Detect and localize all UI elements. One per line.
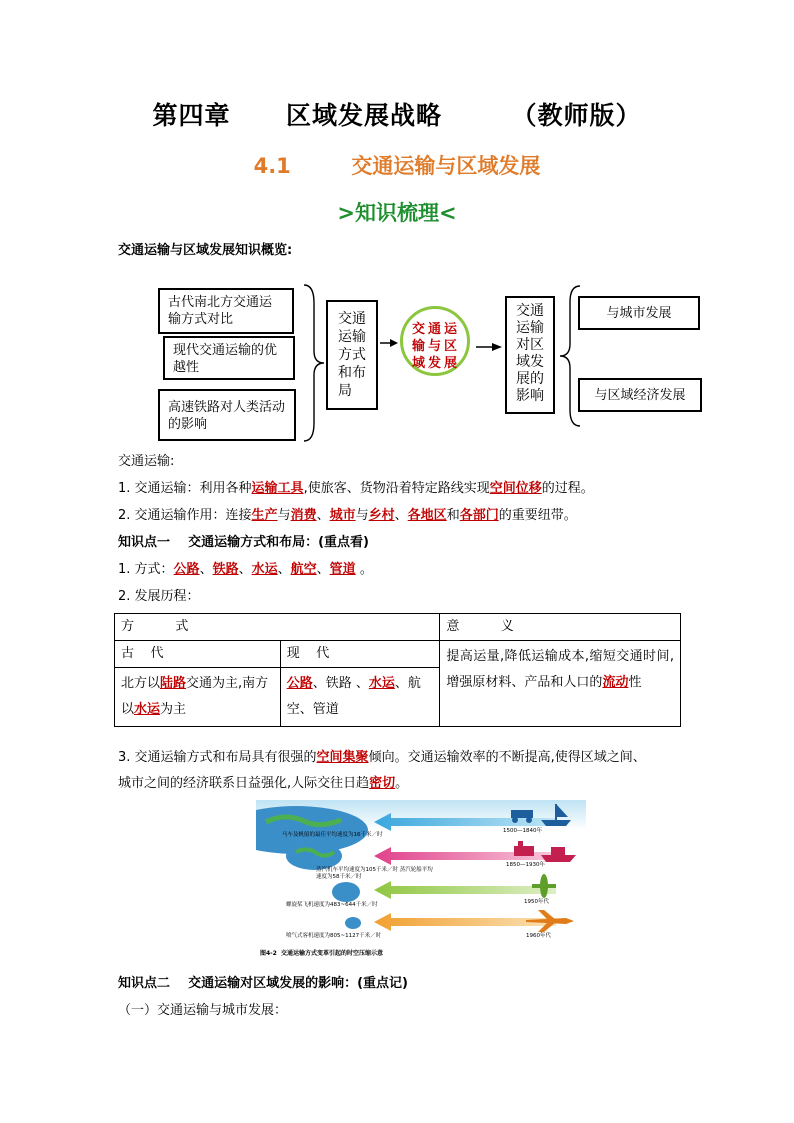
- text: 3. 交通运输方式和布局具有很强的: [118, 750, 317, 765]
- text: 、: [277, 562, 291, 577]
- keyword: 乡村: [368, 508, 395, 523]
- jet-plane-icon: [526, 910, 574, 932]
- globe-icon: [332, 882, 360, 902]
- text: 、: [316, 562, 330, 577]
- figure-row-label: 蒸汽机车平均速度为105千米／时 蒸汽轮船平均速度为58千米／时: [316, 867, 433, 880]
- text: 、: [199, 562, 213, 577]
- diagram-left-item: 高速铁路对人类活动的影响: [158, 389, 296, 441]
- text: 与: [355, 508, 369, 523]
- text: 交通为主,南方以: [121, 676, 269, 717]
- keyword: 运输工具: [251, 481, 304, 496]
- text: 。: [395, 776, 409, 791]
- page-title: [0, 96, 794, 132]
- knowledge-sort-heading: >知识梳理<: [337, 201, 457, 225]
- text: 2. 交通运输作用：连接: [118, 508, 252, 523]
- section-heading: [0, 150, 794, 180]
- chapter-number: 第四章: [152, 101, 231, 130]
- globe-icon: [345, 917, 361, 929]
- text: 提高运量,降低运输成本,缩短交通时间,增强原材料、产品和人口的: [446, 649, 674, 690]
- keyword: 陆路: [160, 676, 187, 691]
- text: 北方以: [121, 676, 161, 691]
- table-modern-cell: [280, 668, 440, 727]
- text: 性: [628, 675, 642, 690]
- keyword: 消费: [290, 508, 317, 523]
- diagram-right-item: 与区域经济发展: [578, 378, 702, 412]
- text: 的重要纽带。: [498, 508, 577, 523]
- chapter-title: 区域发展战略: [285, 101, 442, 130]
- text: 城市之间的经济联系日益强化,人际交往日趋: [118, 776, 370, 791]
- table-header-meaning: 意 义: [440, 614, 681, 641]
- mode-keyword: 水运: [251, 562, 278, 577]
- figure-row-label: 螺旋桨飞机速度为483~644千米／时: [286, 902, 378, 908]
- table-header-modern: 现 代: [280, 641, 440, 668]
- keyword: 空间集聚: [316, 750, 369, 765]
- point2-sub1: （一）交通运输与城市发展：: [118, 1003, 288, 1018]
- text: 、航空、管道: [286, 676, 421, 717]
- keyword: 流动: [602, 675, 629, 690]
- history-table: [114, 613, 681, 727]
- layout-box: 交通运输方式和布局: [326, 300, 378, 410]
- text: 的过程。: [541, 481, 594, 496]
- keyword: 各地区: [407, 508, 447, 523]
- time-space-compression-figure: [256, 800, 586, 958]
- text: 1. 交通运输：利用各种: [118, 481, 252, 496]
- globe-icon: [286, 842, 342, 870]
- figure-row-period: 1850—1930年: [506, 862, 545, 868]
- text: 为主: [160, 702, 187, 717]
- text: 倾向。交通运输效率的不断提高,使得区域之间、: [368, 750, 646, 765]
- modes-line: [118, 560, 373, 580]
- diagram-left-item: 古代南北方交通运输方式对比: [158, 288, 294, 334]
- keyword: 水运: [134, 702, 161, 717]
- point1-heading: 知识点一 交通运输方式和布局：(重点看): [118, 535, 369, 550]
- text: 、: [394, 508, 408, 523]
- keyword: 公路: [286, 676, 313, 691]
- keyword: 各部门: [459, 508, 499, 523]
- keyword: 水运: [368, 676, 395, 691]
- item3-line2: [118, 774, 408, 794]
- edition-label: （教师版）: [511, 101, 642, 130]
- arrow-right-icon: [474, 339, 504, 355]
- text: 1. 方式：: [118, 562, 174, 577]
- item3-line1: [118, 748, 646, 768]
- overview-label: 交通运输与区域发展知识概览:: [118, 243, 293, 258]
- figure-row-label: 马车及帆船的最佳平均速度为16千米／时: [282, 832, 383, 838]
- table-ancient-cell: [115, 668, 281, 727]
- section-number: 4.1: [253, 154, 291, 178]
- table-meaning-cell: [440, 641, 681, 727]
- intro-item-1: [118, 479, 594, 499]
- text: 、: [238, 562, 252, 577]
- history-label: 2. 发展历程：: [118, 589, 200, 604]
- text: 和: [446, 508, 460, 523]
- table-header-ancient: 古 代: [115, 641, 281, 668]
- keyword: 密切: [369, 776, 396, 791]
- figure-row-period: 1950年代: [524, 899, 549, 905]
- text: 。: [355, 562, 373, 577]
- intro-heading: 交通运输:: [118, 454, 175, 469]
- center-circle: [400, 306, 470, 376]
- center-label: 交通运输与区域发展: [411, 322, 460, 371]
- section-title: 交通运输与区域发展: [351, 154, 541, 178]
- arrow-right-icon: [378, 335, 400, 351]
- keyword: 生产: [251, 508, 278, 523]
- text: 与: [277, 508, 291, 523]
- keyword: 空间位移: [489, 481, 542, 496]
- mode-keyword: 航空: [290, 562, 317, 577]
- left-brace: [300, 283, 326, 443]
- impact-box: 交通运输对区域发展的影响: [505, 296, 555, 414]
- table-header-mode: 方 式: [115, 614, 440, 641]
- text: 、: [316, 508, 330, 523]
- text: 、铁路 、: [312, 676, 369, 691]
- diagram-left-item: 现代交通运输的优越性: [163, 336, 295, 380]
- figure-row-period: 1960年代: [526, 933, 551, 939]
- point2-heading: 知识点二 交通运输对区域发展的影响：(重点记): [118, 976, 408, 991]
- mode-keyword: 铁路: [212, 562, 239, 577]
- intro-item-2: [118, 506, 577, 526]
- propeller-plane-icon: [532, 874, 556, 898]
- figure-caption: 图4-2 交通运输方式变革引起的时空压缩示意: [260, 950, 384, 957]
- mode-keyword: 公路: [173, 562, 200, 577]
- keyword: 城市: [329, 508, 356, 523]
- figure-row-period: 1500—1840年: [503, 828, 542, 834]
- mode-keyword: 管道: [329, 562, 356, 577]
- figure-row-label: 喷气式客机速度为805~1127千米／时: [286, 933, 382, 939]
- diagram-right-item: 与城市发展: [578, 296, 700, 330]
- text: ,使旅客、货物沿着特定路线实现: [303, 481, 490, 496]
